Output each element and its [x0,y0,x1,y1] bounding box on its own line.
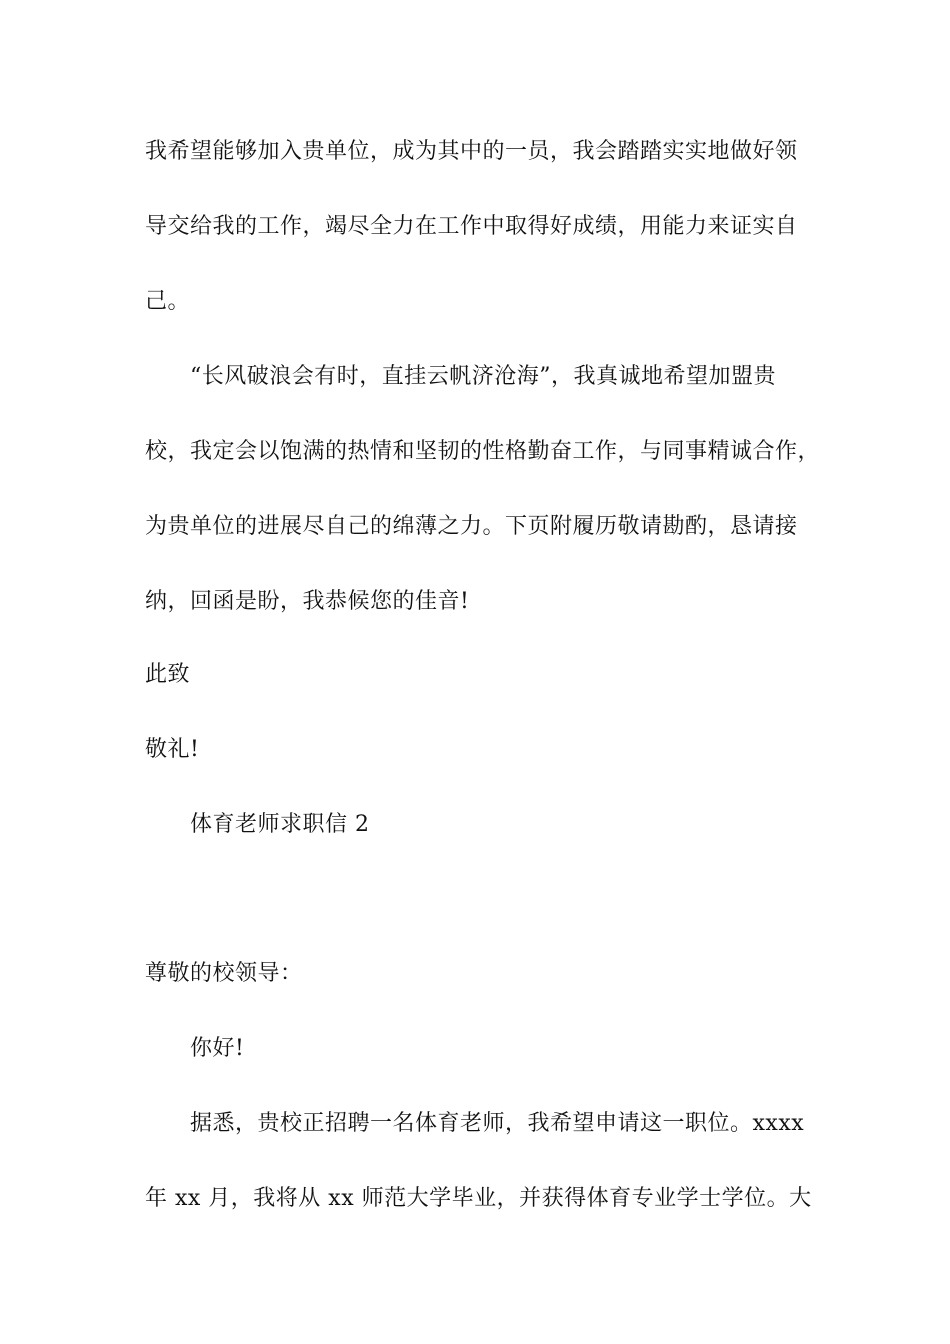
paragraph-line: 校，我定会以饱满的热情和坚韧的性格勤奋工作，与同事精诚合作， [145,439,821,464]
closing-line: 此致 [145,662,191,687]
salutation: 尊敬的校领导： [145,961,303,986]
paragraph-line: 据悉，贵校正招聘一名体育老师，我希望申请这一职位。xxxx [190,1111,805,1136]
section-title: 体育老师求职信 2 [190,812,370,837]
paragraph-line: 纳，回函是盼，我恭候您的佳音! [145,589,470,614]
paragraph-line: 己。 [145,289,191,314]
paragraph-line: 我希望能够加入贵单位，成为其中的一员，我会踏踏实实地做好领 [145,139,798,164]
paragraph-line: 为贵单位的进展尽自己的绵薄之力。下页附履历敬请勘酌，恳请接 [145,514,798,539]
paragraph-line: 导交给我的工作，竭尽全力在工作中取得好成绩，用能力来证实自 [145,214,798,239]
closing-salute: 敬礼! [145,737,200,762]
greeting: 你好! [190,1036,245,1061]
paragraph-line: 年 xx 月，我将从 xx 师范大学毕业，并获得体育专业学士学位。大 [145,1186,812,1211]
paragraph-line: “长风破浪会有时，直挂云帆济沧海”，我真诚地希望加盟贵 [190,364,776,389]
